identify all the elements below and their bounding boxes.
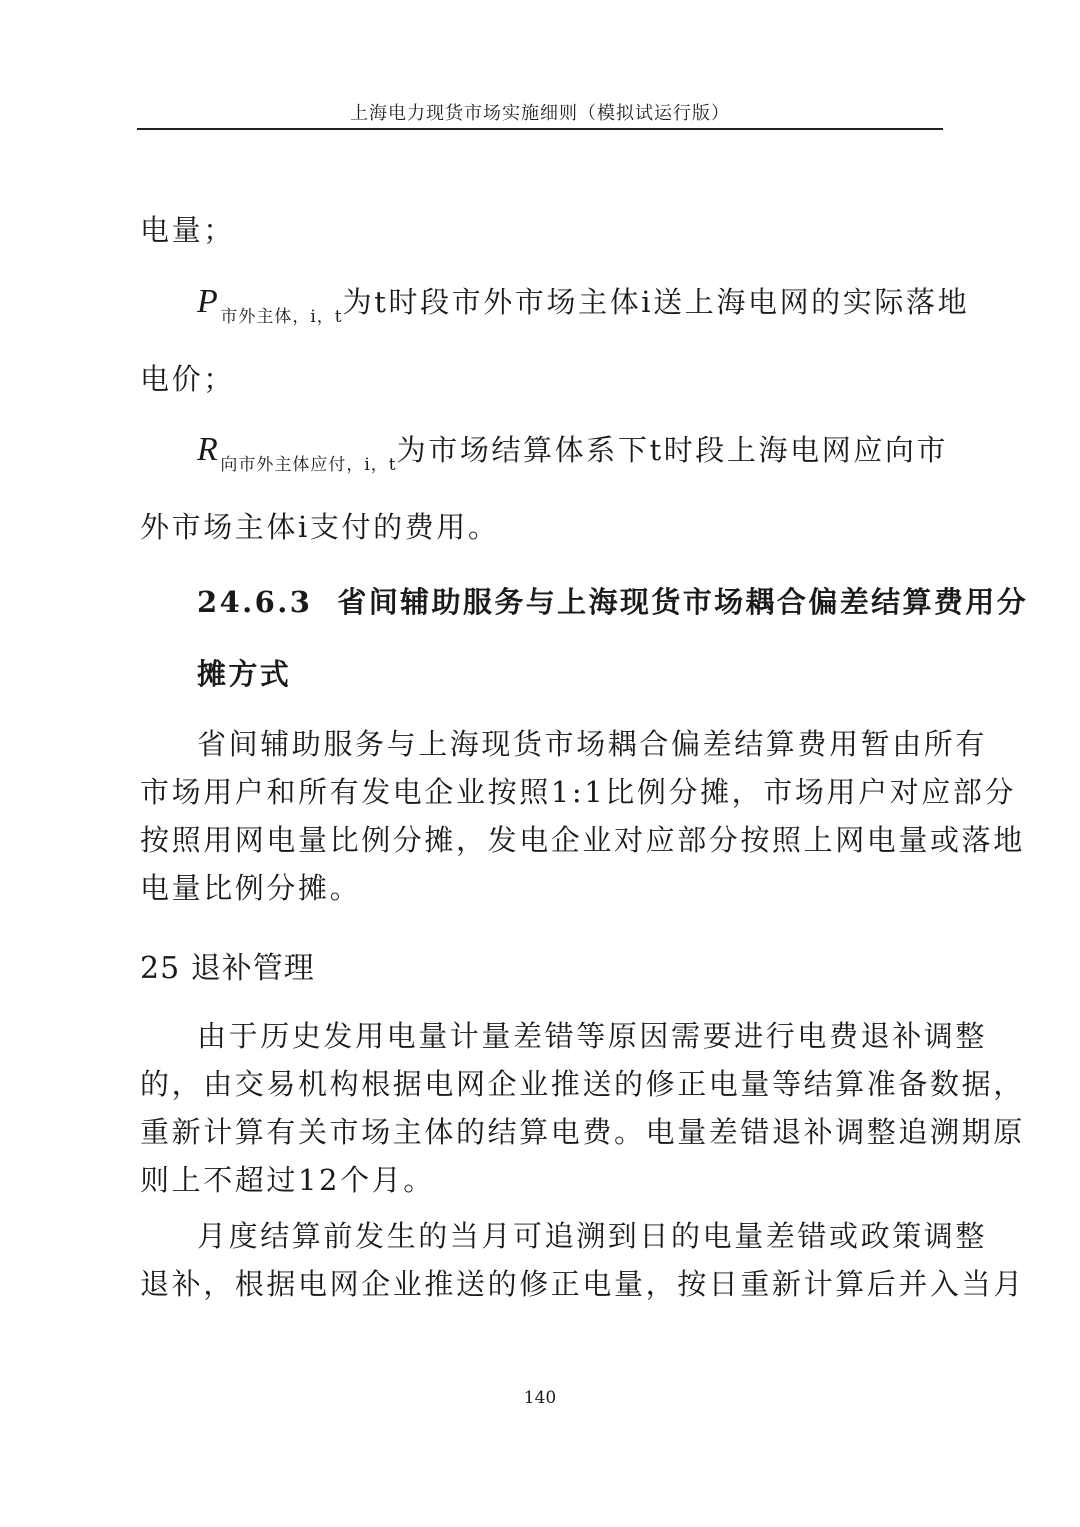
variable-symbol-p: P	[197, 283, 221, 320]
paragraph-line-text: 月度结算前发生的当月可追溯到日的电量差错或政策调整	[197, 1219, 988, 1253]
variable-subscript-r: 向市外主体应付，i，t	[220, 455, 397, 475]
paragraph-line-text: 退补，根据电网企业推送的修正电量，按日重新计算后并入当月	[140, 1267, 1025, 1301]
paragraph-line: 则上不超过12个月。	[140, 1163, 435, 1197]
paragraph-line-text: 重新计算有关市场主体的结算电费。电量差错退补调整追溯期原	[140, 1115, 1025, 1149]
paragraph-line	[140, 1014, 988, 1055]
paragraph-line-text: 由于历史发用电量计量差错等原因需要进行电费退补调整	[197, 1019, 988, 1053]
paragraph-line	[140, 770, 1017, 811]
paragraph-line: 电量比例分摊。	[140, 871, 362, 905]
section-heading-24-6-3	[197, 580, 1028, 621]
paragraph-line-text: 按照用网电量比例分摊，发电企业对应部分按照上网电量或落地	[140, 823, 1025, 857]
paragraph-line: 省间辅助服务与上海现货市场耦合偏差结算费用暂由所有	[197, 727, 988, 761]
page-number: 140	[523, 1388, 557, 1408]
running-header: 上海电力现货市场实施细则（模拟试运行版）	[350, 103, 730, 124]
paragraph-line	[140, 1214, 988, 1255]
paragraph	[140, 722, 988, 763]
variable-symbol-r: R	[197, 431, 221, 468]
text-line: 电量；	[140, 213, 235, 247]
variable-description-p: 为t时段市外市场主体i送上海电网的实际落地	[342, 285, 970, 319]
variable-subscript-p: 市外主体，i，t	[220, 307, 343, 327]
text-line: 外市场主体i支付的费用。	[140, 510, 500, 544]
paragraph-line-text: 市场用户和所有发电企业按照1:1比例分摊，市场用户对应部分	[140, 775, 1017, 809]
paragraph-line-text: 的，由交易机构根据电网企业推送的修正电量等结算准备数据，	[140, 1067, 1025, 1101]
variable-definition-r	[197, 428, 948, 475]
paragraph-line	[140, 1062, 1025, 1103]
paragraph-line	[140, 1110, 1025, 1151]
variable-description-r: 为市场结算体系下t时段上海电网应向市	[396, 433, 949, 467]
variable-definition-p	[197, 280, 969, 327]
header-rule	[137, 128, 943, 130]
text-line: 电价；	[140, 362, 235, 396]
section-title-line-2: 摊方式	[197, 657, 292, 691]
paragraph-line	[140, 1262, 1025, 1303]
section-number: 24.6.3	[197, 585, 313, 619]
paragraph-line	[140, 818, 1025, 859]
section-title-line-1: 省间辅助服务与上海现货市场耦合偏差结算费用分	[337, 585, 1029, 619]
section-heading-25: 25 退补管理	[140, 951, 315, 986]
